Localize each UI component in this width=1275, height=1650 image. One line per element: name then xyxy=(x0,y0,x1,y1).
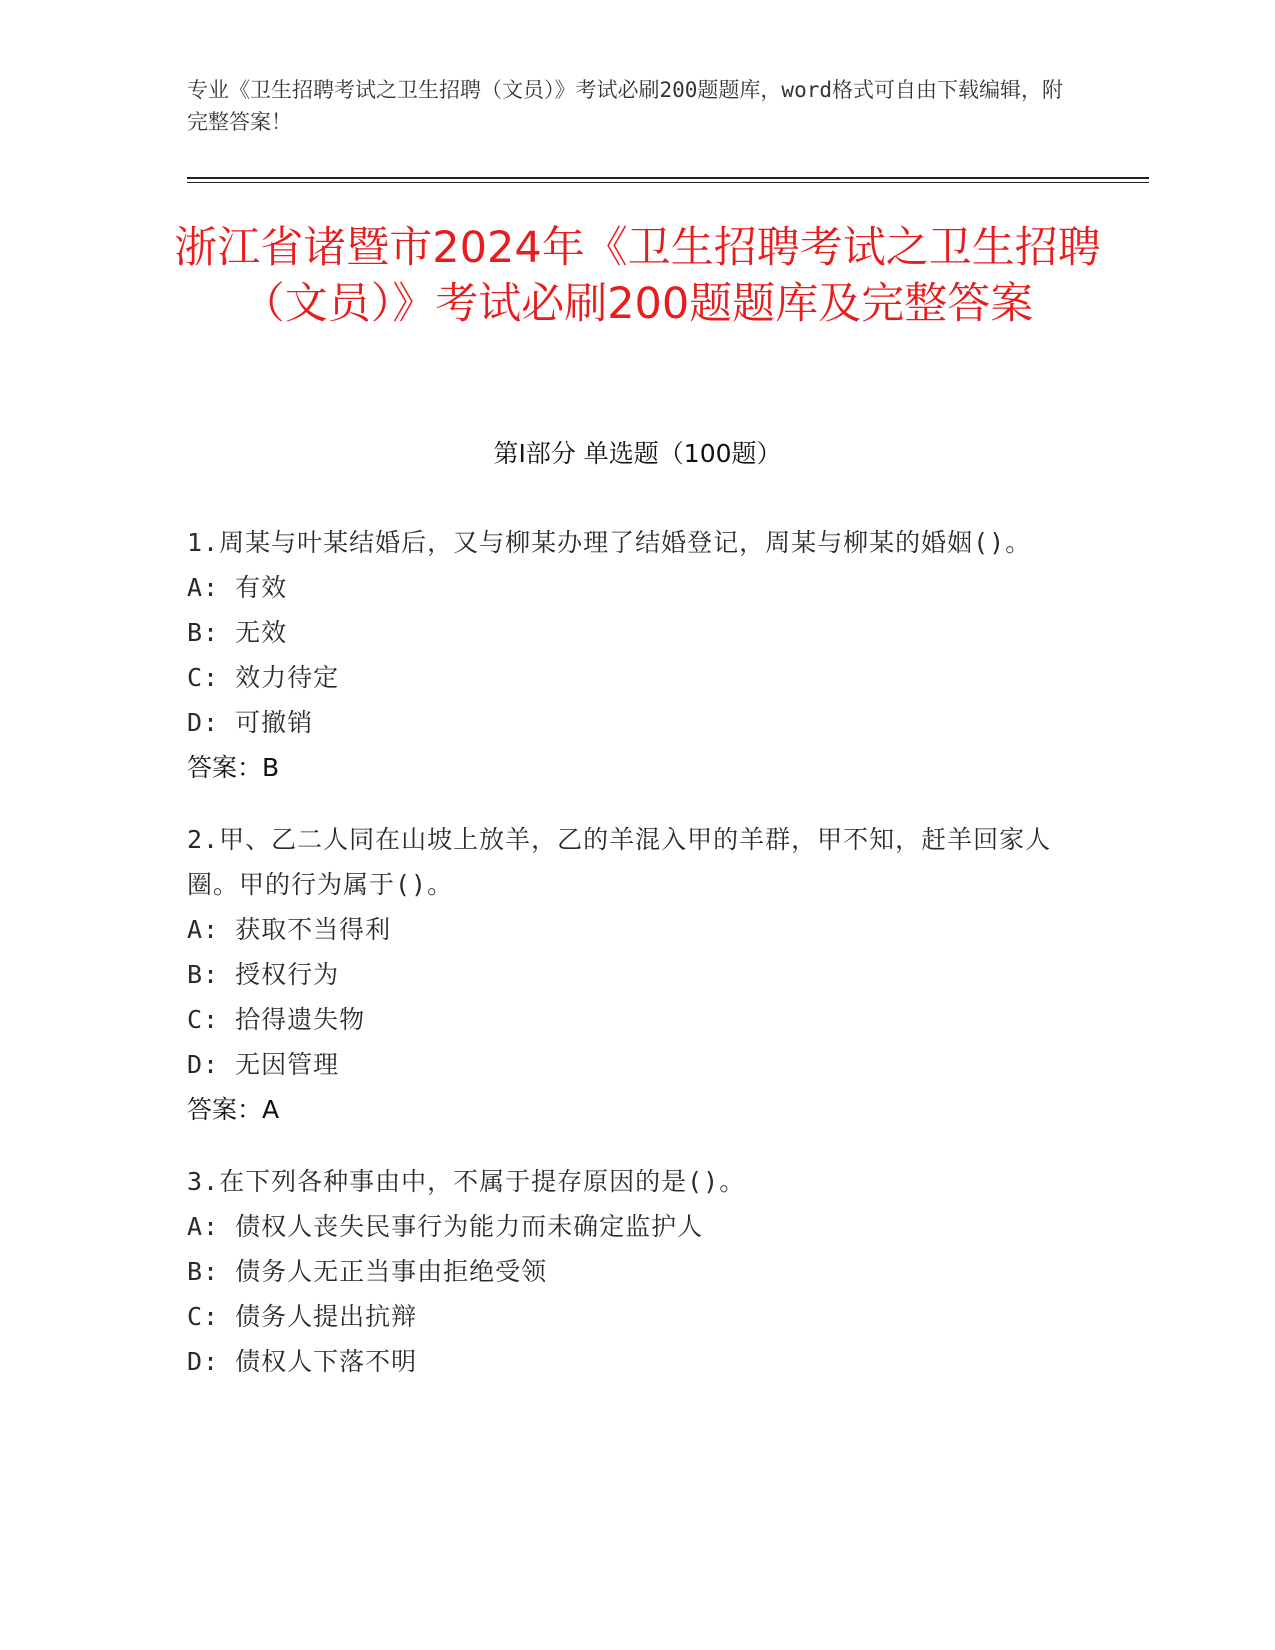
question-1 xyxy=(187,520,1067,790)
option-c: C: 拾得遗失物 xyxy=(187,1005,366,1034)
header-divider-thick xyxy=(187,177,1149,179)
question-2 xyxy=(187,817,1067,1132)
option-b: B: 无效 xyxy=(187,618,288,647)
question-list xyxy=(187,520,1067,1411)
header-note: 专业《卫生招聘考试之卫生招聘（文员）》考试必刷200题题库，word格式可自由下载编辑，附完整答案！ xyxy=(187,78,1063,134)
option-c: C: 效力待定 xyxy=(187,663,340,692)
option-b: B: 债务人无正当事由拒绝受领 xyxy=(187,1257,548,1286)
option-d: D: 无因管理 xyxy=(187,1050,340,1079)
question-3 xyxy=(187,1159,1067,1384)
answer: 答案：A xyxy=(187,1095,280,1124)
option-a: A: 债权人丧失民事行为能力而未确定监护人 xyxy=(187,1212,704,1241)
option-a: A: 有效 xyxy=(187,573,288,602)
option-c: C: 债务人提出抗辩 xyxy=(187,1302,418,1331)
question-stem: 3.在下列各种事由中，不属于提存原因的是()。 xyxy=(187,1167,746,1196)
option-d: D: 债权人下落不明 xyxy=(187,1347,418,1376)
header-divider-thin xyxy=(187,182,1149,183)
question-stem: 2.甲、乙二人同在山坡上放羊，乙的羊混入甲的羊群，甲不知，赶羊回家人圈。甲的行为属于()。 xyxy=(187,825,1052,899)
answer: 答案：B xyxy=(187,753,280,782)
document-title: 浙江省诸暨市2024年《卫生招聘考试之卫生招聘（文员）》考试必刷200题题库及完整答案 xyxy=(174,223,1101,329)
option-b: B: 授权行为 xyxy=(187,960,340,989)
section-heading: 第I部分 单选题（100题） xyxy=(493,439,782,468)
question-stem: 1.周某与叶某结婚后，又与柳某办理了结婚登记，周某与柳某的婚姻()。 xyxy=(187,528,1032,557)
option-a: A: 获取不当得利 xyxy=(187,915,392,944)
option-d: D: 可撤销 xyxy=(187,708,314,737)
